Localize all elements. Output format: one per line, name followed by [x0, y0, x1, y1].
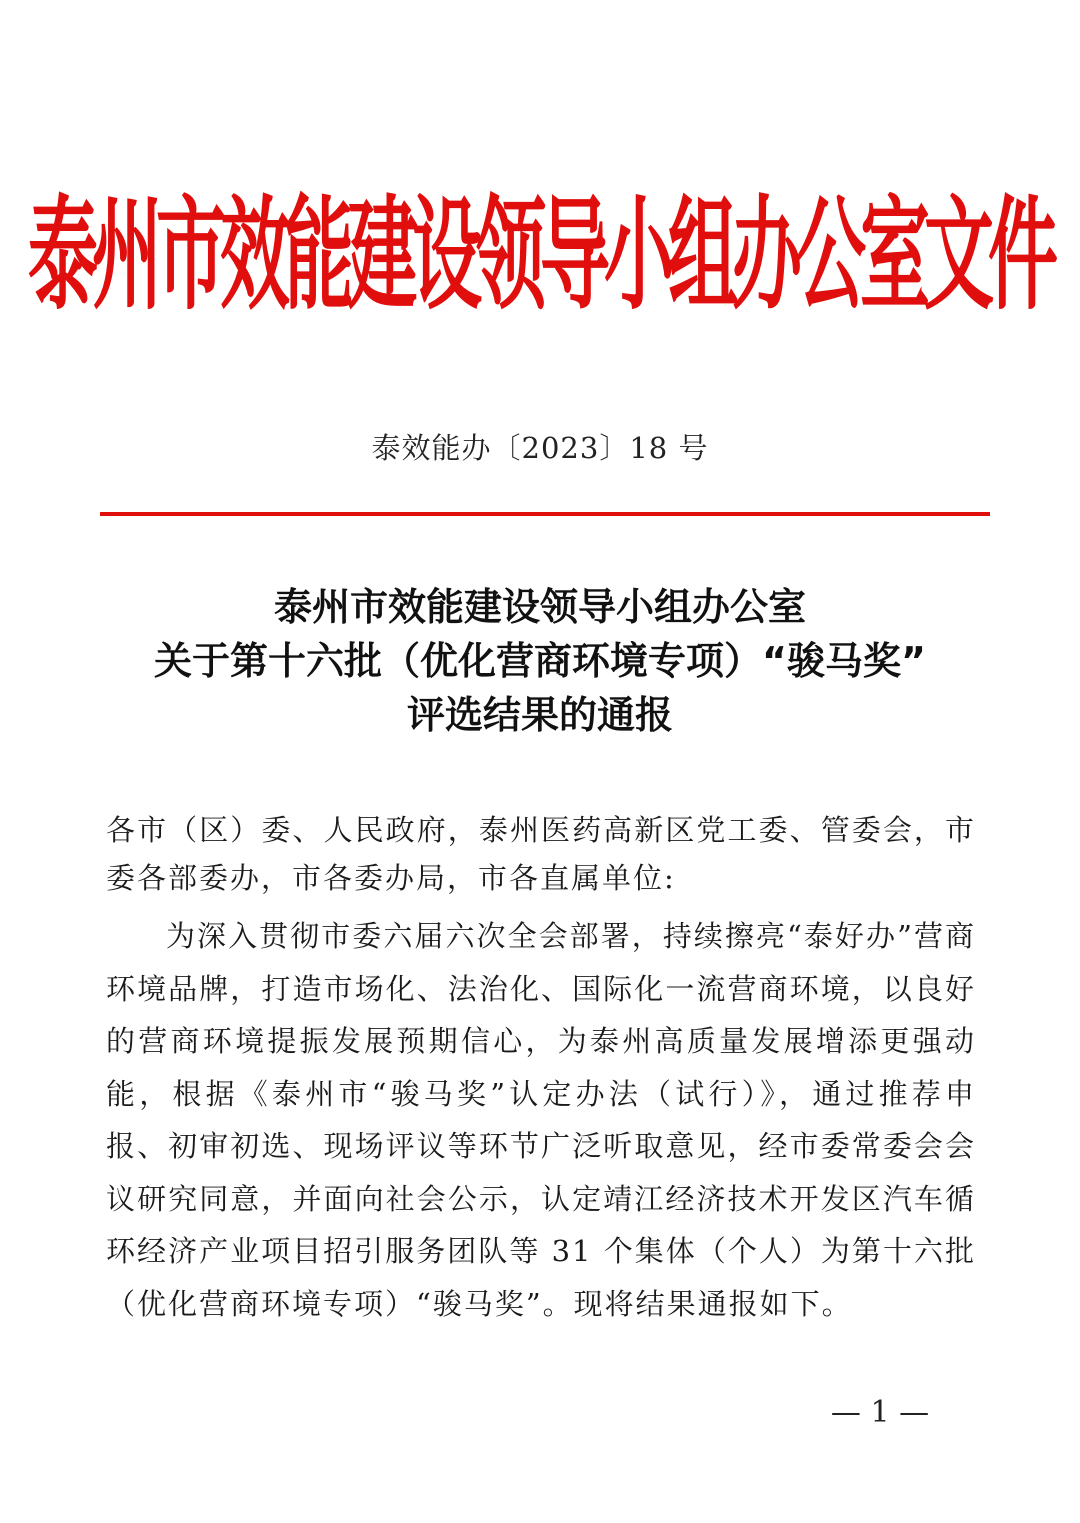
issuer-banner: 泰州市效能建设领导小组办公室文件 [28, 182, 1052, 327]
document-title [0, 580, 1080, 742]
title-line-2: 关于第十六批（优化营商环境专项）“骏马奖” [154, 639, 926, 683]
red-divider-line [100, 512, 990, 516]
document-number: 泰效能办〔2023〕18 号 [371, 431, 709, 465]
page-number: — 1 — [830, 1395, 930, 1430]
title-line-3: 评选结果的通报 [406, 693, 673, 737]
salutation: 各市（区）委、人民政府，泰州医药高新区党工委、管委会，市委各部委办，市各委办局，市各直属单位: [106, 813, 976, 895]
body-paragraph: 为深入贯彻市委六届六次全会部署，持续擦亮“泰好办”营商环境品牌，打造市场化、法治化、国际化一流营商环境，以良好的营商环境提振发展预期信心，为泰州高质量发展增添更强动能，根据《泰州市“骏马奖”认定办法（试行）》，通过推荐申报、初审初选、现场评议等环节广泛听取意见，经市委常委会会议研究同意，并面向社会公示，认定靖江经济技术开发区汽车循环经济产业项目招引服务团队等 31 个集体（个人）为第十六批（优化营商环境专项）“骏马奖”。现将结果通报如下。 [106, 919, 976, 1321]
title-line-1: 泰州市效能建设领导小组办公室 [273, 585, 806, 629]
